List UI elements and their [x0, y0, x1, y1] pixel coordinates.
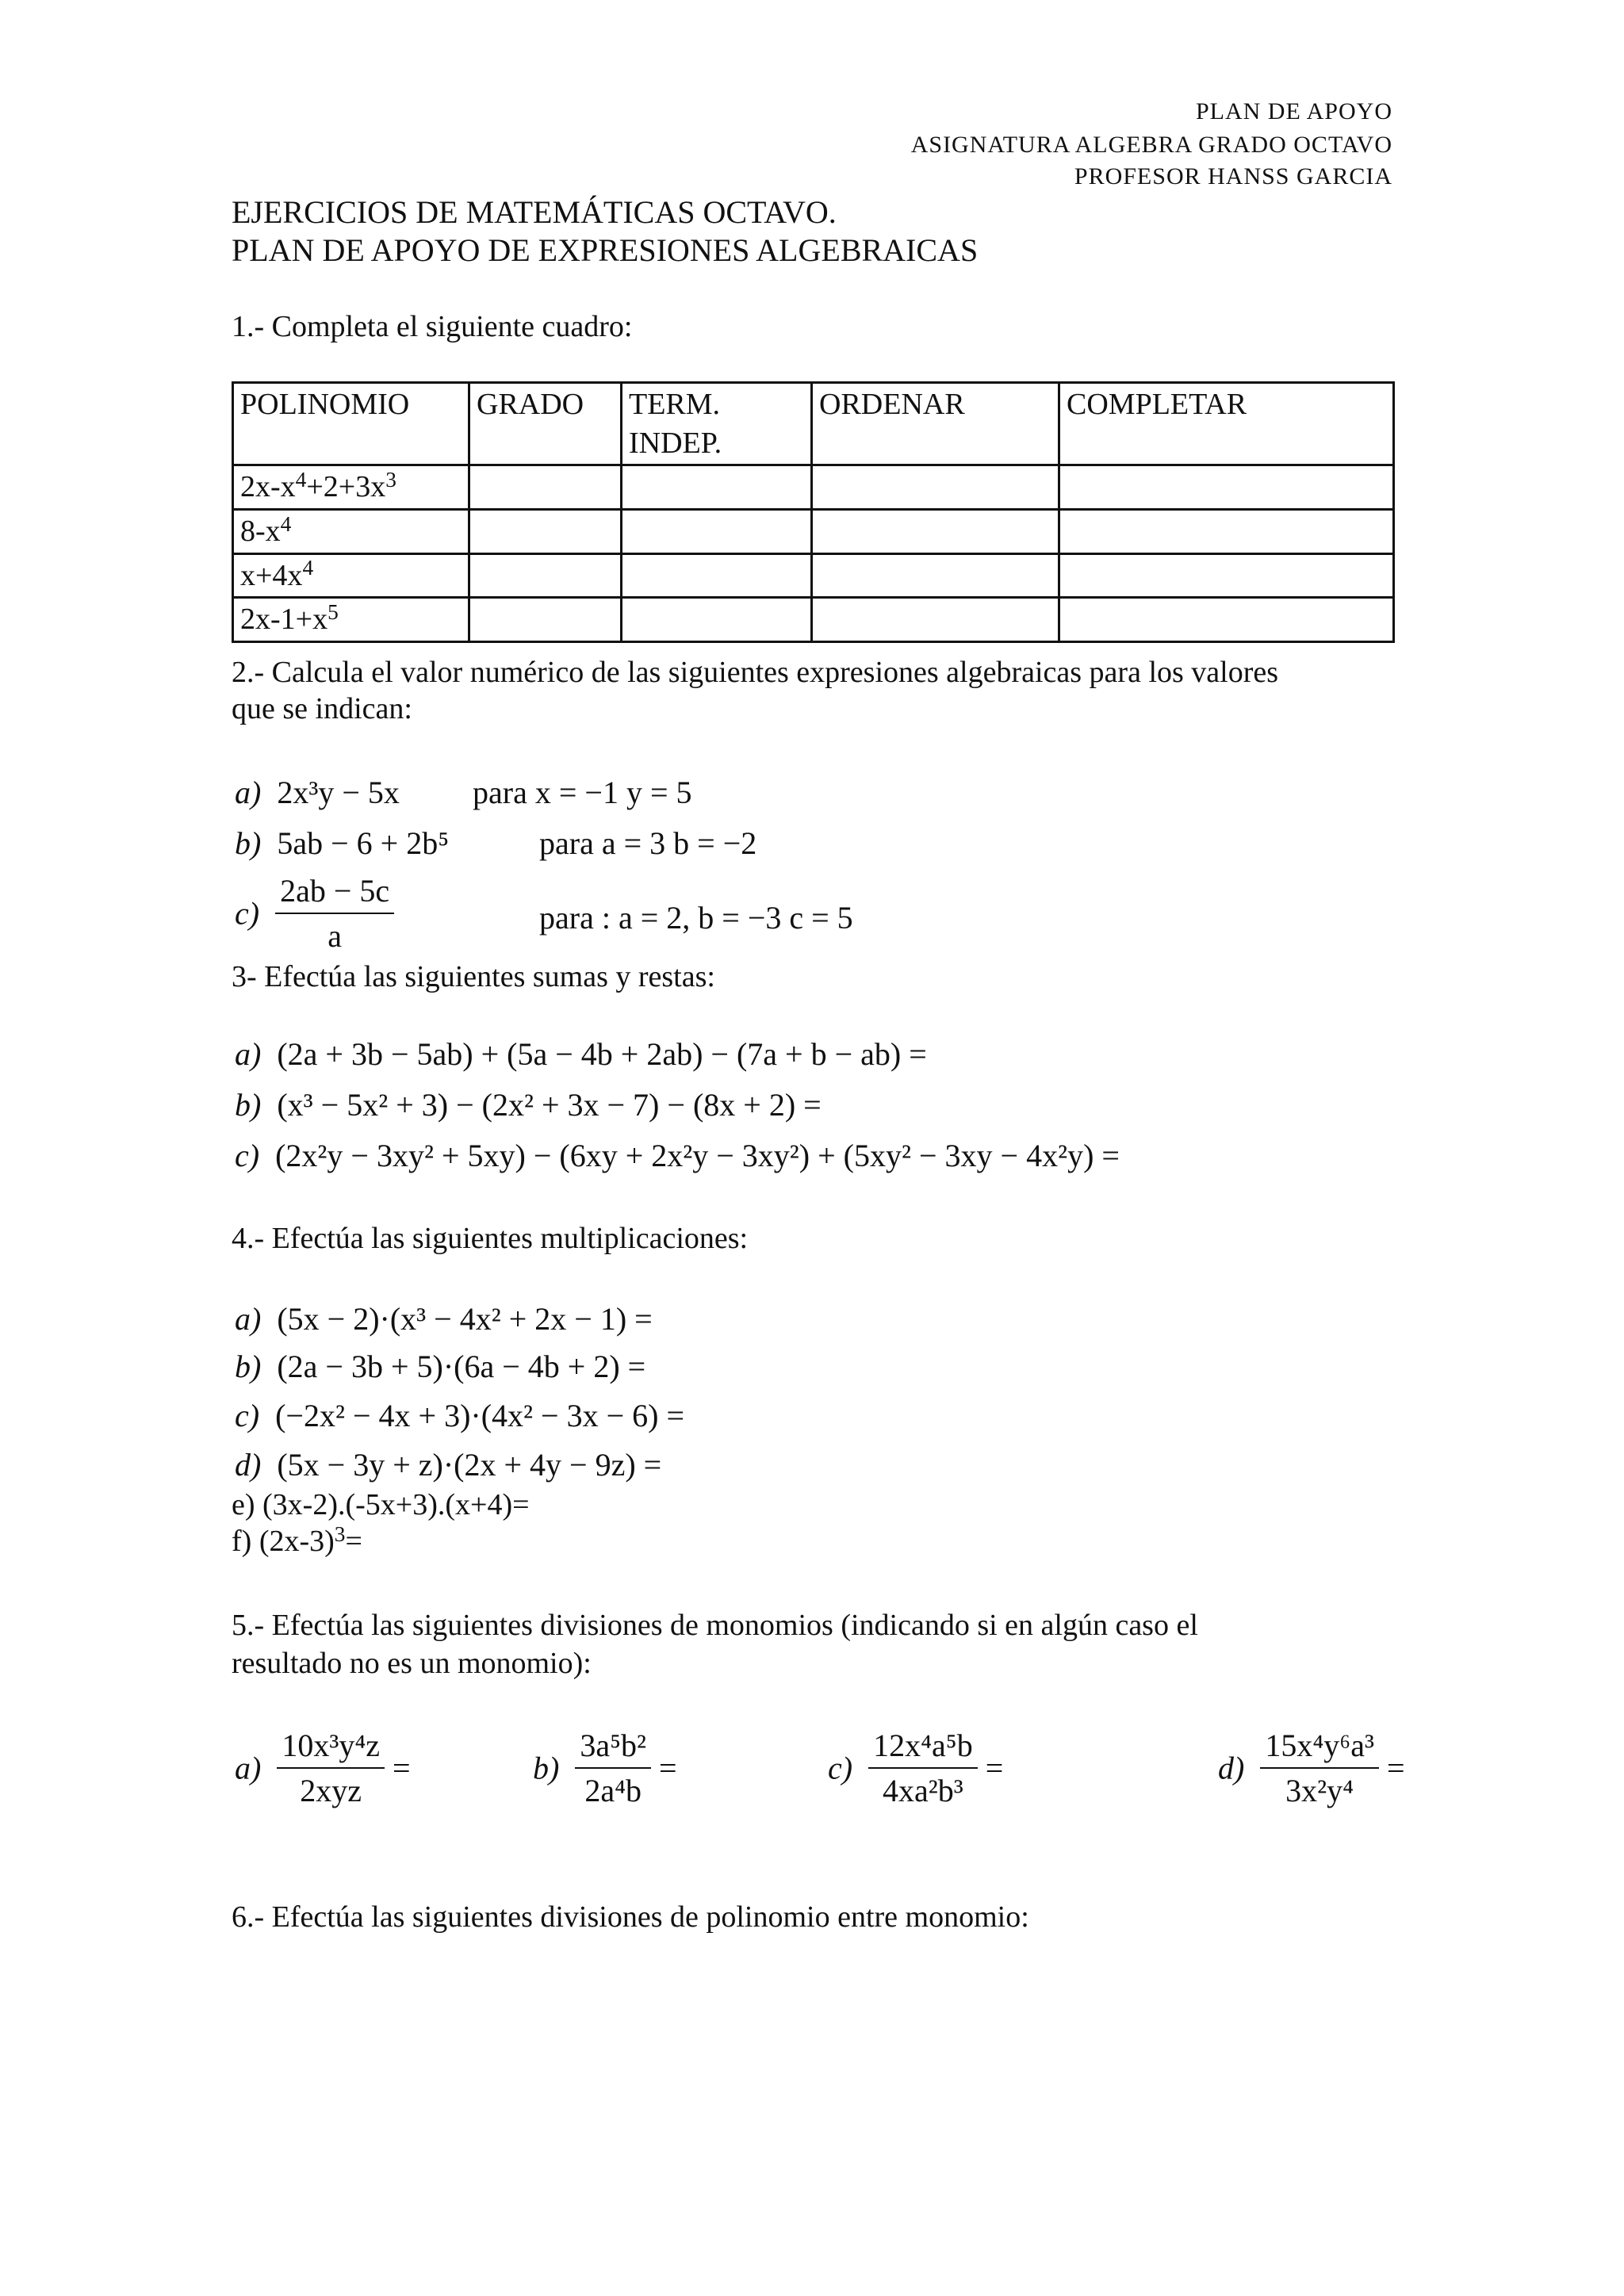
header-teacher: PROFESOR HANSS GARCIA [1074, 163, 1392, 189]
ordenar-cell[interactable] [812, 465, 1059, 510]
col-header-ordenar: ORDENAR [812, 383, 1059, 465]
q2-label-b: b) [235, 825, 262, 861]
q5-label-d: d) [1218, 1750, 1245, 1786]
q4-item-b [235, 1348, 645, 1385]
q2-cond-a: para x = −1 y = 5 [473, 775, 692, 810]
q5-equals-c: = [985, 1750, 1004, 1786]
completar-cell[interactable] [1059, 553, 1394, 598]
q4-expr-d: (5x − 3y + z)·(2x + 4y − 9z) = [277, 1447, 662, 1483]
q2-cond-c: para : a = 2, b = −3 c = 5 [539, 900, 853, 936]
grado-cell[interactable] [469, 509, 622, 553]
q3-item-a [235, 1035, 927, 1073]
q4-label-b: b) [235, 1349, 262, 1384]
q2-item-b [235, 825, 449, 862]
q3-prompt: 3- Efectúa las siguientes sumas y restas: [232, 960, 715, 993]
q5-item-b [533, 1727, 677, 1809]
q2-item-c [235, 872, 394, 955]
page-title: EJERCICIOS DE MATEMÁTICAS OCTAVO. [232, 194, 837, 230]
col-header-polinomio: POLINOMIO [233, 383, 469, 465]
q2-item-a [235, 774, 400, 811]
q6-prompt: 6.- Efectúa las siguientes divisiones de polinomio entre monomio: [232, 1900, 1029, 1934]
q5-fraction-b [575, 1727, 651, 1809]
q5-label-a: a) [235, 1750, 262, 1786]
q5-equals-b: = [659, 1750, 677, 1786]
table-row [233, 465, 1394, 510]
q5-numerator-b: 3a⁵b² [575, 1727, 651, 1769]
q1-prompt: 1.- Completa el siguiente cuadro: [232, 310, 633, 343]
header-subject: ASIGNATURA ALGEBRA GRADO OCTAVO [910, 132, 1392, 158]
q5-equals-d: = [1386, 1750, 1405, 1786]
polynomial-table [232, 381, 1395, 643]
q3-label-b: b) [235, 1087, 262, 1123]
grado-cell[interactable] [469, 553, 622, 598]
q5-prompt-line2: resultado no es un monomio): [232, 1647, 592, 1680]
term-indep-cell[interactable] [622, 598, 812, 642]
polynomial-cell: $8-x^4$ [233, 509, 469, 553]
table-row [233, 553, 1394, 598]
q2-expr-b: 5ab − 6 + 2b⁵ [277, 825, 450, 861]
q5-fraction-a [277, 1727, 385, 1809]
col-header-completar: COMPLETAR [1059, 383, 1394, 465]
completar-cell[interactable] [1059, 465, 1394, 510]
table-row [233, 509, 1394, 553]
page-subtitle: PLAN DE APOYO DE EXPRESIONES ALGEBRAICAS [232, 232, 979, 268]
q5-numerator-c: 12x⁴a⁵b [868, 1727, 978, 1769]
q3-expr-b: (x³ − 5x² + 3) − (2x² + 3x − 7) − (8x + 2) = [277, 1087, 822, 1123]
q2-prompt-line1: 2.- Calcula el valor numérico de las siguientes expresiones algebraicas para los valores [232, 656, 1279, 689]
q3-item-c [235, 1137, 1120, 1174]
q3-item-b [235, 1086, 822, 1123]
table-header-row [233, 383, 1394, 465]
polynomial-cell: $2x-x^4+2+3x^3$ [233, 465, 469, 510]
col-header-term-indep: TERM. INDEP. [622, 383, 812, 465]
q2-denominator-c: a [327, 918, 342, 954]
q5-item-a [235, 1727, 411, 1809]
q2-fraction-c [275, 872, 394, 955]
completar-cell[interactable] [1059, 598, 1394, 642]
q4-label-e: e) [232, 1488, 255, 1521]
q2-expr-a: 2x³y − 5x [277, 775, 400, 810]
q4-expr-b: (2a − 3b + 5)·(6a − 4b + 2) = [277, 1349, 646, 1384]
grado-cell[interactable] [469, 465, 622, 510]
q4-expr-f: $(2x-3)^3=$ [259, 1521, 362, 1558]
q5-denominator-d: 3x²y⁴ [1285, 1773, 1354, 1808]
q2-prompt-line2: que se indican: [232, 692, 412, 725]
polynomial-cell: $x+4x^4$ [233, 553, 469, 598]
q5-denominator-a: 2xyz [300, 1773, 362, 1808]
ordenar-cell[interactable] [812, 509, 1059, 553]
q5-denominator-b: 2a⁴b [584, 1773, 642, 1808]
q2-cond-b: para a = 3 b = −2 [539, 825, 757, 861]
q4-label-c: c) [235, 1398, 260, 1433]
polynomial-cell: $2x-1+x^5$ [233, 598, 469, 642]
q2-label-a: a) [235, 775, 262, 810]
q3-label-a: a) [235, 1036, 262, 1072]
q5-fraction-c [868, 1727, 978, 1809]
q3-expr-a: (2a + 3b − 5ab) + (5a − 4b + 2ab) − (7a + b − ab) = [277, 1036, 927, 1072]
q5-label-b: b) [533, 1750, 560, 1786]
term-indep-cell[interactable] [622, 465, 812, 510]
q5-item-d [1218, 1727, 1405, 1809]
table-row [233, 598, 1394, 642]
term-indep-cell[interactable] [622, 509, 812, 553]
q4-item-c [235, 1397, 684, 1434]
q5-denominator-c: 4xa²b³ [883, 1773, 963, 1808]
grado-cell[interactable] [469, 598, 622, 642]
q4-label-d: d) [235, 1447, 262, 1483]
q4-label-a: a) [235, 1301, 262, 1337]
q4-expr-c: (−2x² − 4x + 3)·(4x² − 3x − 6) = [275, 1398, 685, 1433]
q5-label-c: c) [828, 1750, 853, 1786]
q4-prompt: 4.- Efectúa las siguientes multiplicaciones: [232, 1222, 749, 1255]
ordenar-cell[interactable] [812, 598, 1059, 642]
q2-label-c: c) [235, 895, 260, 932]
q4-item-a [235, 1300, 653, 1337]
q5-numerator-a: 10x³y⁴z [277, 1727, 385, 1769]
completar-cell[interactable] [1059, 509, 1394, 553]
q3-expr-c: (2x²y − 3xy² + 5xy) − (6xy + 2x²y − 3xy²) + (5xy² − 3xy − 4x²y) = [275, 1138, 1120, 1173]
q4-item-e [232, 1487, 530, 1522]
q2-numerator-c: 2ab − 5c [275, 872, 394, 914]
q5-item-c [828, 1727, 1003, 1809]
q3-label-c: c) [235, 1138, 260, 1173]
q4-label-f: f) [232, 1525, 252, 1558]
ordenar-cell[interactable] [812, 553, 1059, 598]
q5-numerator-d: 15x⁴y⁶a³ [1260, 1727, 1379, 1769]
q4-item-f [232, 1521, 362, 1559]
q4-expr-a: (5x − 2)·(x³ − 4x² + 2x − 1) = [277, 1301, 653, 1337]
header-plan: PLAN DE APOYO [1195, 98, 1392, 124]
q4-item-d [235, 1446, 661, 1483]
q5-equals-a: = [393, 1750, 411, 1786]
q5-prompt-line1: 5.- Efectúa las siguientes divisiones de monomios (indicando si en algún caso el [232, 1609, 1198, 1642]
q5-fraction-d [1260, 1727, 1379, 1809]
term-indep-cell[interactable] [622, 553, 812, 598]
q4-expr-e: (3x-2).(-5x+3).(x+4)= [262, 1488, 530, 1521]
col-header-grado: GRADO [469, 383, 622, 465]
